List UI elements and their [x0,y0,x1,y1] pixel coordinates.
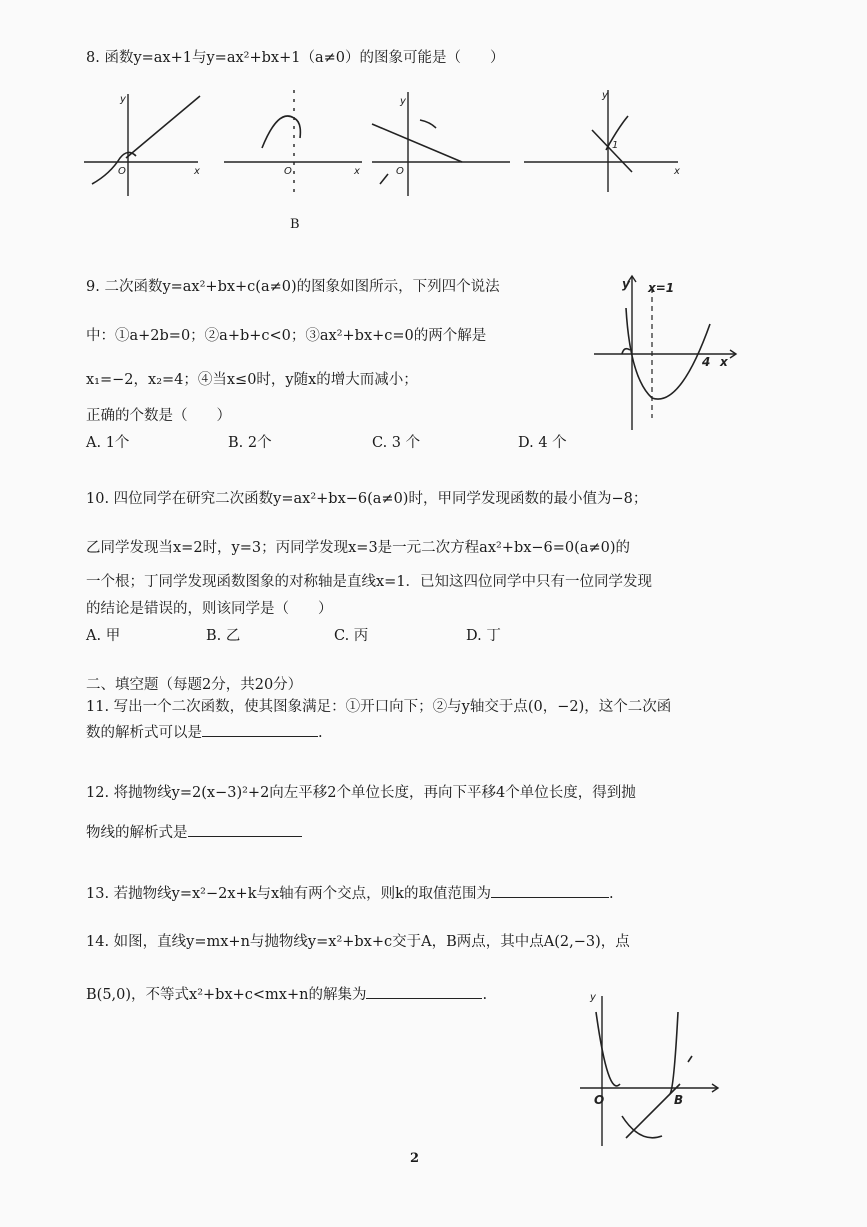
q8d-one-label: 1 [612,140,619,151]
q9-line4: 正确的个数是（ ） [86,408,231,424]
q8-stem: 8. 函数y=ax+1与y=ax²+bx+1（a≠0）的图象可能是（ ） [86,50,505,66]
q8a-y-label: y [120,94,126,105]
q12-line2-text: 物线的解析式是 [86,825,188,841]
q10-option-a: A. 甲 [86,628,121,644]
q8d-x-label: x [674,166,680,177]
q9-option-d: D. 4 个 [518,435,567,451]
q8-option-b: B [290,217,300,232]
q11-line2-end: . [318,725,323,741]
q11-answer-blank[interactable] [202,722,318,737]
q10-option-c: C. 丙 [334,628,369,644]
section-2-heading: 二、填空题（每题2分，共20分） [86,677,303,693]
q8-graph-b [222,88,367,198]
q9-option-c: C. 3 个 [372,435,421,451]
q14-b-label: B [674,1093,684,1107]
q12-line2 [86,822,302,843]
q9-option-a: A. 1个 [86,435,130,451]
q13-text: 13. 若抛物线y=x²−2x+k与x轴有两个交点，则k的取值范围为 [86,886,491,902]
q10-option-d: D. 丁 [466,628,501,644]
q14-line2-text: B(5,0)，不等式x²+bx+c<mx+n的解集为 [86,987,367,1003]
q11-line1: 11. 写出一个二次函数，使其图象满足：①开口向下；②与y轴交于点(0，−2)，这个二次函 [86,699,672,715]
q13-end: . [608,886,614,902]
q8c-o-label: O [396,166,404,177]
q10-option-b: B. 乙 [206,628,241,644]
q9-line2: 中：①a+2b=0；②a+b+c<0；③ax²+bx+c=0的两个解是 [86,328,487,344]
q8a-o-label: O [118,166,126,177]
q8d-y-label: y [602,90,608,101]
q13-answer-blank[interactable] [491,883,609,898]
q8c-y-label: y [400,96,406,107]
q9-line3: x₁=−2，x₂=4；④当x≤0时，y随x的增大而减小； [86,372,418,388]
q12-line1: 12. 将抛物线y=2(x−3)²+2向左平移2个单位长度，再向下平移4个单位长度，得到抛 [86,785,636,801]
q9-four-label: 4 [702,355,711,369]
q14-line1: 14. 如图，直线y=mx+n与抛物线y=x²+bx+c交于A，B两点，其中点A(2,−3)，点 [86,934,630,950]
q8a-x-label: x [194,166,200,177]
q8b-o-label: O [284,166,292,177]
q14-graph [578,988,728,1148]
q10-line4: 的结论是错误的，则该同学是（ ） [86,601,333,617]
q8-graph-a [80,88,210,198]
q10-line1: 10. 四位同学在研究二次函数y=ax²+bx−6(a≠0)时，甲同学发现函数的最小值为−8； [86,491,648,507]
q9-y-label: y [622,277,630,291]
q14-line2 [86,984,487,1005]
q9-x-label: x [720,355,728,369]
q14-line2-end: . [482,987,488,1003]
q9-line1: 9. 二次函数y=ax²+bx+c(a≠0)的图象如图所示，下列四个说法 [86,279,500,295]
q14-y-label: y [590,992,596,1003]
q10-line2: 乙同学发现当x=2时，y=3；丙同学发现x=3是一元二次方程ax²+bx−6=0(a≠0)的 [86,540,630,556]
q14-o-label: O [594,1093,605,1107]
q11-line2 [86,722,323,743]
q13-line [86,883,614,904]
q9-graph [590,268,740,433]
q10-line3: 一个根；丁同学发现函数图象的对称轴是直线x=1．已知这四位同学中只有一位同学发现 [86,574,653,590]
q8-graph-d [522,88,682,198]
q8-graph-c [370,88,520,198]
q14-answer-blank[interactable] [366,984,482,999]
q12-answer-blank[interactable] [188,822,302,837]
q11-line2-text: 数的解析式可以是 [86,725,202,741]
page-number: 2 [410,1151,420,1166]
q8b-x-label: x [354,166,360,177]
q9-axis-label: x=1 [648,281,675,295]
q9-option-b: B. 2个 [228,435,272,451]
